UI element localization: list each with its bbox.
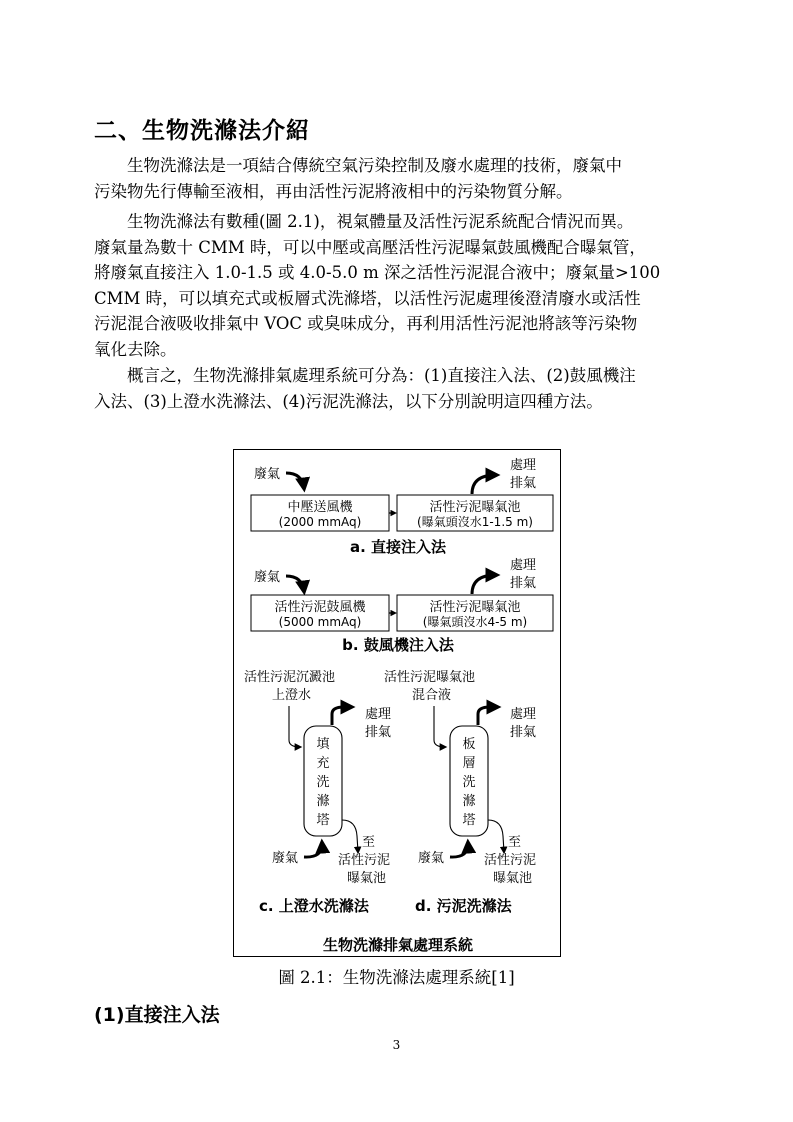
paragraph-line: 生物洗滌法有數種(圖 2.1)，視氣體量及活性污泥系統配合情況而異。 [127,212,634,231]
tower-char: 塔 [316,813,330,828]
outlet-arrow [332,707,351,725]
to-label: 至 [362,835,376,850]
outlet-label: 處理 [365,707,392,722]
process-diagram [234,450,562,958]
paragraph-line: CMM 時，可以填充式或板層式洗滌塔，以活性污泥處理後澄清廢水或活性 [94,288,641,308]
figure-caption: 圖 2.1：生物洗滌法處理系統[1] [278,968,515,987]
outlet-arrow [472,575,496,594]
paragraph-line: 入法、(3)上澄水洗滌法、(4)污泥洗滌法，以下分別說明這四種方法。 [94,391,603,411]
panel-b-label: b. 鼓風機注入法 [342,636,454,654]
paragraph-line: 將廢氣直接注入 1.0-1.5 或 4.0-5.0 m 深之活性污泥混合液中；廢氣量>100 [94,263,661,282]
outlet-label: 處理 [510,458,537,473]
destination-label: 活性污泥 [338,853,391,868]
paragraph-3 [94,363,700,414]
blower-pressure: (2000 mmAq) [278,515,362,529]
section-heading: 二、生物洗滌法介紹 [94,118,310,144]
paragraph-line: 生物洗滌法是一項結合傳統空氣污染控制及廢水處理的技術，廢氣中 [127,156,622,175]
outlet-label: 處理 [510,707,537,722]
tower-char: 填 [316,737,330,752]
tower-char: 滌 [462,794,476,809]
paragraph-1 [94,153,700,204]
blower-label: 中壓送風機 [287,500,353,515]
outlet-label: 排氣 [510,576,537,591]
outlet-label: 排氣 [510,725,537,740]
outlet-arrow [472,475,496,494]
liquid-source-label: 上澄水 [272,688,312,703]
paragraph-line: 概言之，生物洗滌排氣處理系統可分為：(1)直接注入法、(2)鼓風機注 [127,366,636,385]
inlet-label: 廢氣 [254,570,281,585]
panel-b [251,557,553,654]
inlet-arrow [286,473,304,488]
aeration-depth: (曝氣頭沒水4-5 m) [422,615,528,629]
outlet-label: 處理 [510,558,537,573]
figure-frame [233,449,561,957]
blower-pressure: (5000 mmAq) [278,615,362,629]
aeration-depth: (曝氣頭沒水1-1.5 m) [417,515,533,529]
aeration-label: 活性污泥曝氣池 [429,500,521,515]
system-title: 生物洗滌排氣處理系統 [322,936,474,954]
paragraph-line: 氧化去除。 [94,339,177,359]
inlet-label: 廢氣 [418,851,445,866]
inlet-arrow [450,843,468,857]
outlet-arrow [478,707,497,725]
panel-c [244,669,391,915]
drain-arrow [342,820,358,852]
drain-arrow [488,820,504,852]
blower-label: 活性污泥鼓風機 [274,600,366,615]
panel-a-label: a. 直接注入法 [349,538,447,556]
tower-char: 洗 [462,775,476,790]
liquid-source-label: 活性污泥沉澱池 [244,670,336,685]
tower-char: 層 [462,756,476,771]
tower-char: 板 [462,737,476,752]
destination-label: 曝氣池 [493,871,533,886]
aeration-label: 活性污泥曝氣池 [429,600,521,615]
page-number: 3 [392,1038,401,1052]
panel-c-label: c. 上澄水洗滌法 [259,897,369,915]
outlet-label: 排氣 [510,476,537,491]
inlet-label: 廢氣 [272,851,299,866]
destination-label: 活性污泥 [484,853,537,868]
panel-d [384,669,536,915]
paragraph-2 [94,209,700,362]
liquid-source-label: 混合液 [412,688,452,703]
inlet-label: 廢氣 [254,467,281,482]
subsection-heading: (1)直接注入法 [94,1004,220,1026]
outlet-label: 排氣 [365,725,392,740]
inlet-arrow [286,576,304,591]
paragraph-line: 廢氣量為數十 CMM 時，可以中壓或高壓活性污泥曝氣鼓風機配合曝氣管， [94,237,646,257]
inlet-arrow [304,843,322,857]
paragraph-line: 污泥混合液吸收排氣中 VOC 或臭味成分，再利用活性污泥池將該等污染物 [94,314,638,333]
panel-d-label: d. 污泥洗滌法 [415,897,512,915]
tower-char: 充 [316,756,330,771]
liquid-source-label: 活性污泥曝氣池 [384,670,476,685]
to-label: 至 [508,835,522,850]
destination-label: 曝氣池 [347,871,387,886]
paragraph-line: 污染物先行傳輸至液相，再由活性污泥將液相中的污染物質分解。 [94,181,573,201]
tower-char: 塔 [462,813,476,828]
tower-char: 洗 [316,775,330,790]
panel-a [251,457,553,556]
liquid-arrow [434,706,445,747]
liquid-arrow [289,706,300,747]
tower-char: 滌 [316,794,330,809]
